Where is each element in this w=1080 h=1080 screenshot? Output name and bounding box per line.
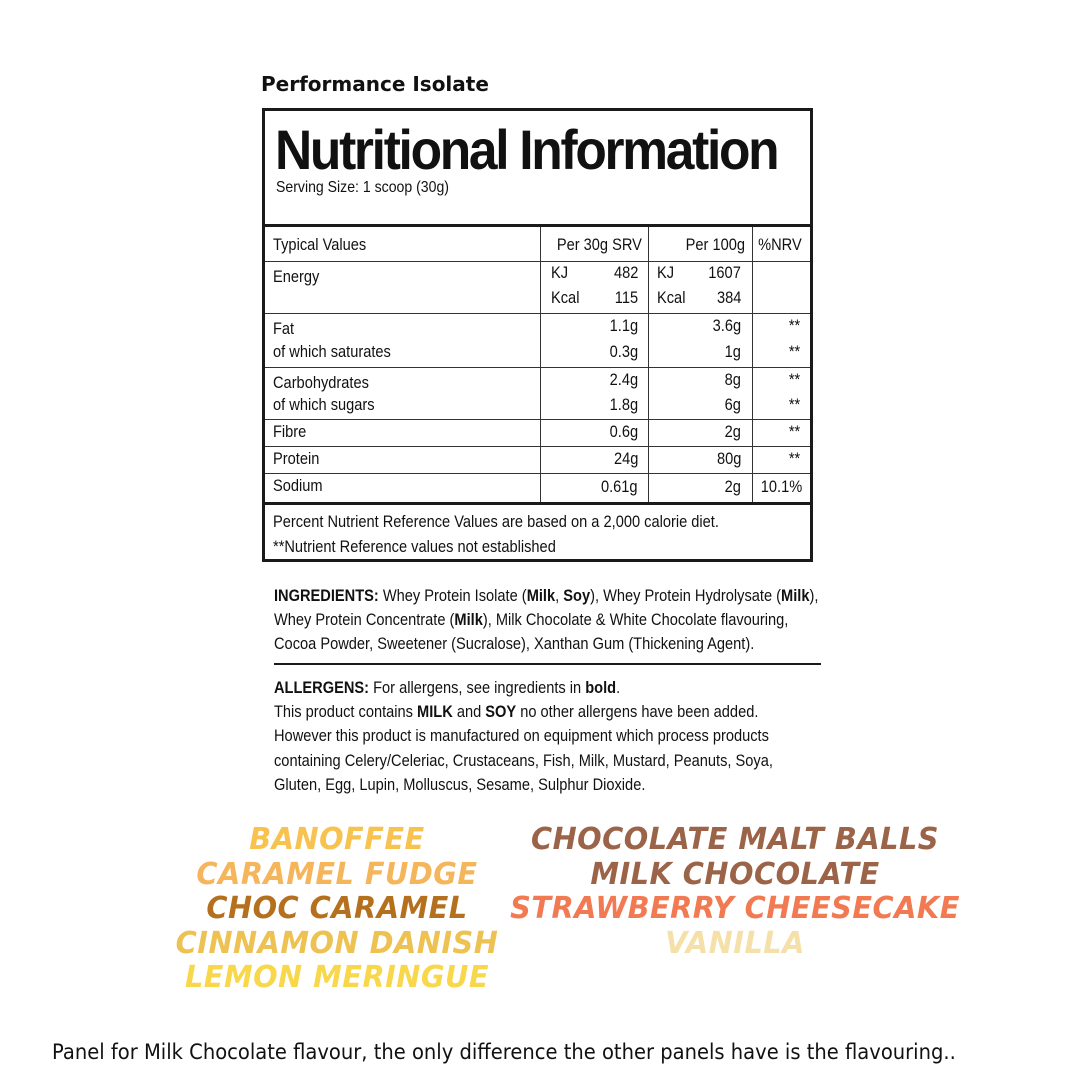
flavour-name: CARAMEL FUDGE [196,856,478,892]
allergens-line: Gluten, Egg, Lupin, Molluscus, Sesame, Sulphur Dioxide. [274,775,646,794]
flavour-name: MILK CHOCOLATE [590,856,880,892]
flavour-name: LEMON MERINGUE [184,960,490,995]
nutrient-per-100g: 2g [724,422,741,441]
flavour-name: CHOC CARAMEL [206,891,468,926]
nutrient-per-100g: 1g [724,342,741,361]
nutrient-nrv: ** [788,449,800,468]
nutrient-nrv: ** [788,316,800,335]
row-divider [265,313,810,314]
kj-unit: KJ [551,263,569,282]
nutrient-serving: 0.6g [609,422,638,441]
allergens-line: ALLERGENS: For allergens, see ingredients in bold. [274,678,621,697]
kcal-unit: Kcal [551,288,580,307]
row-divider [265,367,810,368]
nutrient-label: Carbohydrates [273,373,369,392]
header-per-100g: Per 100g [685,235,745,254]
nutrition-panel [262,108,813,562]
nutrient-serving: 24g [613,449,638,468]
nutrient-per-100g: 3.6g [712,316,741,335]
nutrient-label: Fat [273,319,295,338]
ingredients-heading: INGREDIENTS: [274,586,379,605]
nutrient-label: Fibre [273,422,307,441]
allergens-line: However this product is manufactured on equipment which process products [274,726,769,745]
divider [265,224,810,227]
energy-label: Energy [273,267,320,286]
row-divider [265,473,810,474]
flavour-name: BANOFFEE [249,822,425,857]
nutrient-nrv: ** [788,342,800,361]
nutrient-serving: 1.1g [609,316,638,335]
column-divider [752,227,753,502]
divider [265,502,810,505]
section-divider [274,663,821,665]
nutrient-per-100g: 8g [724,370,741,389]
row-divider [265,446,810,447]
nutrient-serving: 1.8g [609,395,638,414]
column-divider [540,227,541,502]
footnote: Percent Nutrient Reference Values are based on a 2,000 calorie diet. [273,512,719,531]
kcal-unit: Kcal [657,288,686,307]
nutrient-nrv: ** [788,395,800,414]
row-divider [265,261,810,262]
header-typical-values: Typical Values [273,235,367,254]
nutrient-serving: 0.61g [601,477,638,496]
kcal-serving: 115 [614,288,638,307]
nutrient-serving: 2.4g [609,370,638,389]
nutrient-per-100g: 2g [724,477,741,496]
header-nrv: %NRV [758,235,802,254]
nutrient-per-100g: 6g [724,395,741,414]
kj-serving: 482 [613,263,638,282]
ingredients-line: Cocoa Powder, Sweetener (Sucralose), Xanthan Gum (Thickening Agent). [274,634,755,653]
nutrient-nrv: 10.1% [760,477,802,496]
row-divider [265,419,810,420]
flavour-name: CHOCOLATE MALT BALLS [530,822,940,857]
nutrient-nrv: ** [788,422,800,441]
footer-caption: Panel for Milk Chocolate flavour, the only difference the other panels have is the flavouring.. [52,1040,956,1064]
kj-100g: 1607 [708,263,741,282]
footnote: **Nutrient Reference values not established [273,537,556,556]
nutrient-label: Protein [273,449,320,468]
column-divider [648,227,649,502]
nutrient-label: of which saturates [273,342,391,361]
nutrient-label: Sodium [273,476,323,495]
flavour-name: CINNAMON DANISH [175,925,499,961]
kj-unit: KJ [657,263,675,282]
allergens-line: containing Celery/Celeriac, Crustaceans, Fish, Milk, Mustard, Peanuts, Soya, [274,751,773,770]
nutrient-serving: 0.3g [609,342,638,361]
flavour-name: STRAWBERRY CHEESECAKE [510,891,960,926]
flavour-name: VANILLA [665,925,805,961]
allergens-line: This product contains MILK and SOY no other allergens have been added. [274,702,759,721]
panel-title: Nutritional Information [275,118,778,181]
nutrient-per-100g: 80g [716,449,741,468]
ingredients-line: INGREDIENTS: Whey Protein Isolate (Milk, Soy), Whey Protein Hydrolysate (Milk), [274,586,819,605]
allergens-heading: ALLERGENS: [274,678,370,697]
nutrient-label: of which sugars [273,395,375,414]
header-per-serving: Per 30g SRV [556,235,642,254]
product-name: Performance Isolate [261,72,489,96]
nutrient-nrv: ** [788,370,800,389]
ingredients-line: Whey Protein Concentrate (Milk), Milk Chocolate & White Chocolate flavouring, [274,610,789,629]
serving-size: Serving Size: 1 scoop (30g) [276,179,449,196]
kcal-100g: 384 [716,288,741,307]
